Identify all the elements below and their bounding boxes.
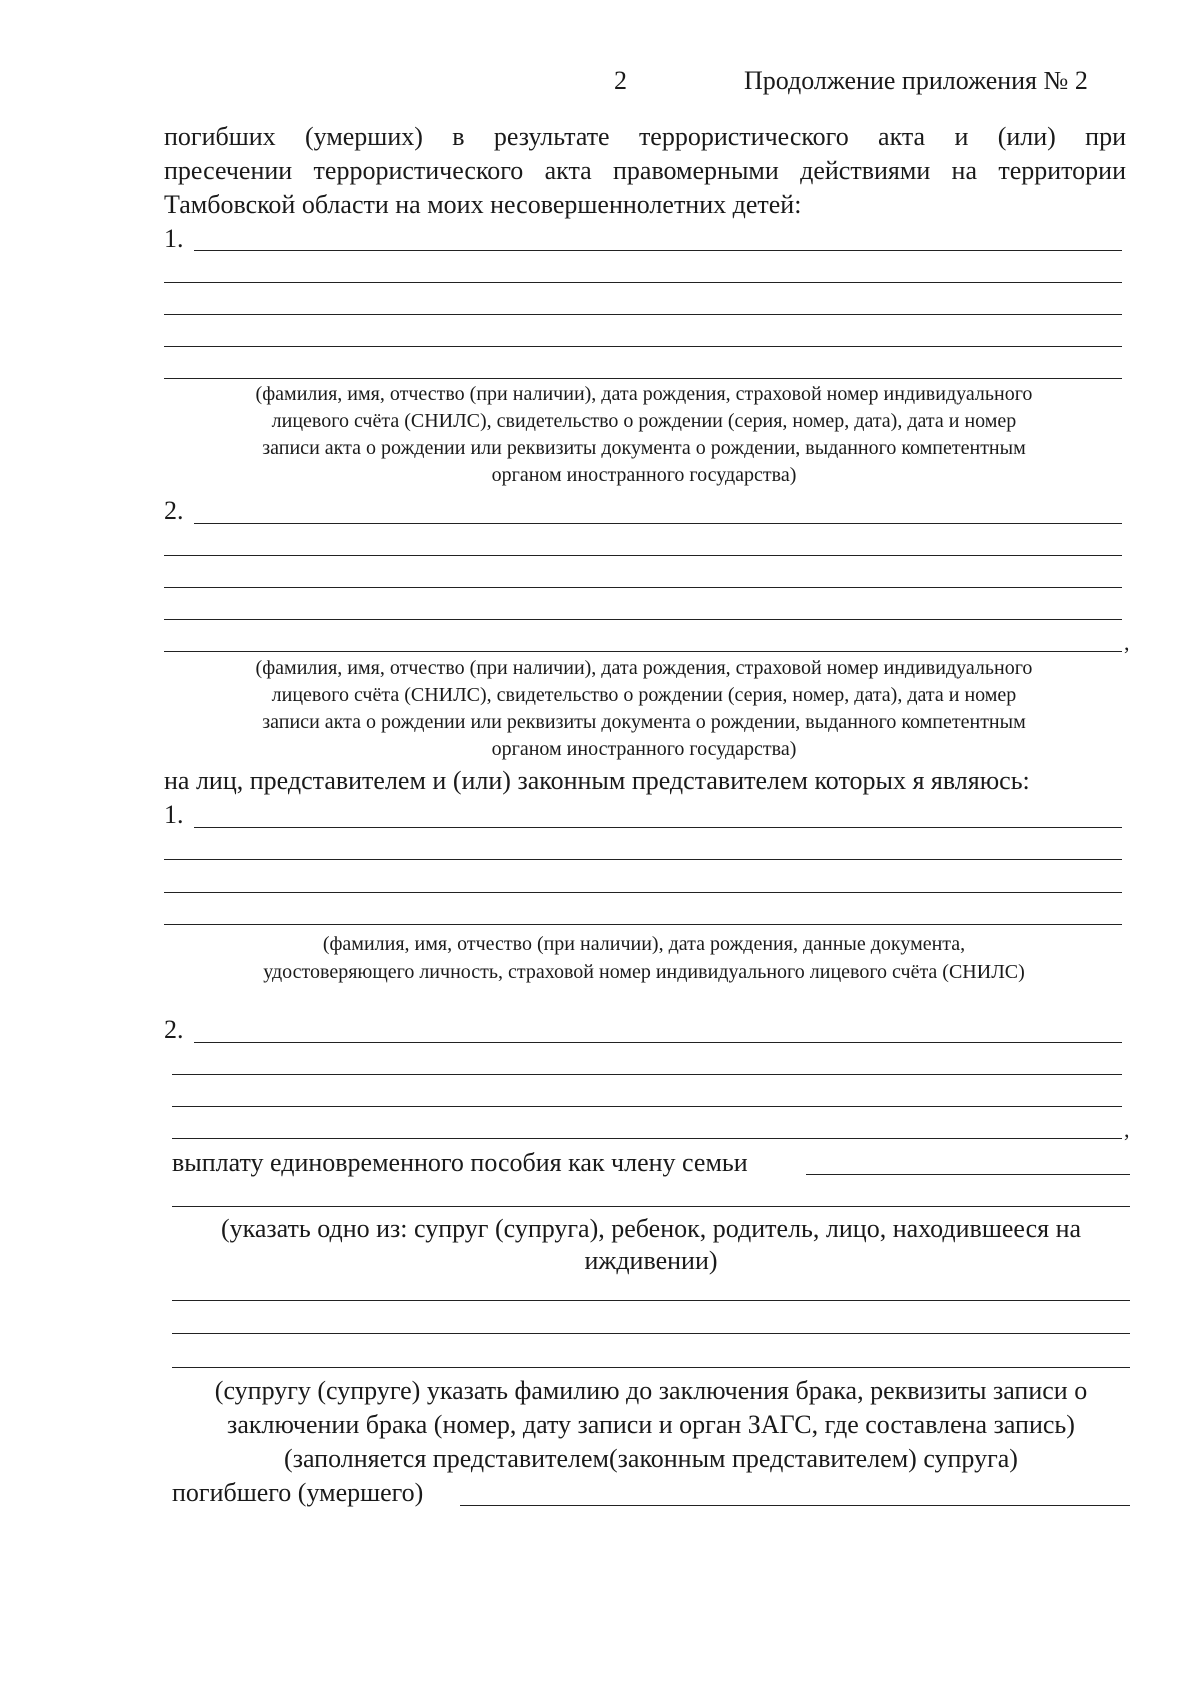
family-member-field-line-2[interactable]: [172, 1206, 1130, 1207]
deceased-label: погибшего (умершего): [172, 1478, 424, 1507]
spouse-field-line-3[interactable]: [172, 1367, 1130, 1368]
child-1-note-line-3: записи акта о рождении или реквизиты документа о рождении, выданного компетентным: [262, 437, 1026, 459]
child-1-field-line-4[interactable]: [164, 346, 1122, 347]
represented-1-field-line-3[interactable]: [164, 892, 1122, 893]
appendix-title: Продолжение приложения № 2: [744, 66, 1088, 95]
child-1-note-line-1: (фамилия, имя, отчество (при наличии), дата рождения, страховой номер индивидуального: [255, 383, 1033, 405]
represented-2-number: 2.: [164, 1015, 184, 1044]
deceased-field[interactable]: [460, 1505, 1130, 1506]
spouse-field-line-1[interactable]: [172, 1300, 1130, 1301]
represented-1-field[interactable]: [194, 827, 1122, 828]
child-2-note-line-4: органом иностранного государства): [491, 738, 797, 760]
represented-2-field-line-3[interactable]: [172, 1106, 1122, 1107]
payment-hint-line-2: иждивении): [584, 1246, 718, 1275]
represented-note-line-2: удостоверяющего личность, страховой номер индивидуального лицевого счёта (СНИЛС): [263, 961, 1025, 983]
intro-line-3: Тамбовской области на моих несовершеннолетних детей:: [164, 190, 802, 219]
child-2-field-line-5[interactable]: [164, 651, 1122, 652]
page-number: 2: [614, 66, 627, 95]
payment-hint-line-1: (указать одно из: супруг (супруга), ребенок, родитель, лицо, находившееся на: [220, 1214, 1082, 1243]
intro-line-2: пресечении террористического акта правомерными действиями на территории: [164, 156, 1126, 185]
child-2-note-line-2: лицевого счёта (СНИЛС), свидетельство о рождении (серия, номер, дата), дата и номер: [271, 684, 1017, 706]
represented-1-field-line-4[interactable]: [164, 924, 1122, 925]
spouse-note-line-1: (супругу (супруге) указать фамилию до заключения брака, реквизиты записи о: [214, 1376, 1088, 1405]
child-1-field-line-2[interactable]: [164, 282, 1122, 283]
spouse-field-line-2[interactable]: [172, 1333, 1130, 1334]
represented-2-field-line-2[interactable]: [172, 1074, 1122, 1075]
child-2-field-line-4[interactable]: [164, 619, 1122, 620]
represented-2-comma: ,: [1124, 1117, 1130, 1142]
child-2-field[interactable]: [194, 523, 1122, 524]
represented-1-field-line-2[interactable]: [164, 859, 1122, 860]
child-2-field-line-3[interactable]: [164, 587, 1122, 588]
child-1-note-line-2: лицевого счёта (СНИЛС), свидетельство о рождении (серия, номер, дата), дата и номер: [271, 410, 1017, 432]
payment-label: выплату единовременного пособия как члену семьи: [172, 1148, 748, 1177]
represented-2-field[interactable]: [194, 1042, 1122, 1043]
intro-line-1: погибших (умерших) в результате террористического акта и (или) при: [164, 122, 1126, 151]
represented-heading: на лиц, представителем и (или) законным представителем которых я являюсь:: [164, 766, 1030, 795]
child-2-field-line-2[interactable]: [164, 555, 1122, 556]
child-1-field[interactable]: [194, 250, 1122, 251]
child-1-number: 1.: [164, 224, 184, 253]
represented-1-number: 1.: [164, 800, 184, 829]
child-2-number: 2.: [164, 496, 184, 525]
child-2-note-line-1: (фамилия, имя, отчество (при наличии), дата рождения, страховой номер индивидуального: [255, 657, 1033, 679]
representative-note: (заполняется представителем(законным представителем) супруга): [284, 1444, 1018, 1473]
child-1-field-line-3[interactable]: [164, 314, 1122, 315]
child-2-comma: ,: [1124, 630, 1130, 655]
represented-note-line-1: (фамилия, имя, отчество (при наличии), дата рождения, данные документа,: [322, 933, 966, 955]
represented-2-field-line-4[interactable]: [172, 1138, 1122, 1139]
family-member-field[interactable]: [806, 1174, 1130, 1175]
child-1-field-line-5[interactable]: [164, 378, 1122, 379]
spouse-note-line-2: заключении брака (номер, дату записи и орган ЗАГС, где составлена запись): [227, 1410, 1075, 1439]
child-1-note-line-4: органом иностранного государства): [491, 464, 797, 486]
child-2-note-line-3: записи акта о рождении или реквизиты документа о рождении, выданного компетентным: [262, 711, 1026, 733]
